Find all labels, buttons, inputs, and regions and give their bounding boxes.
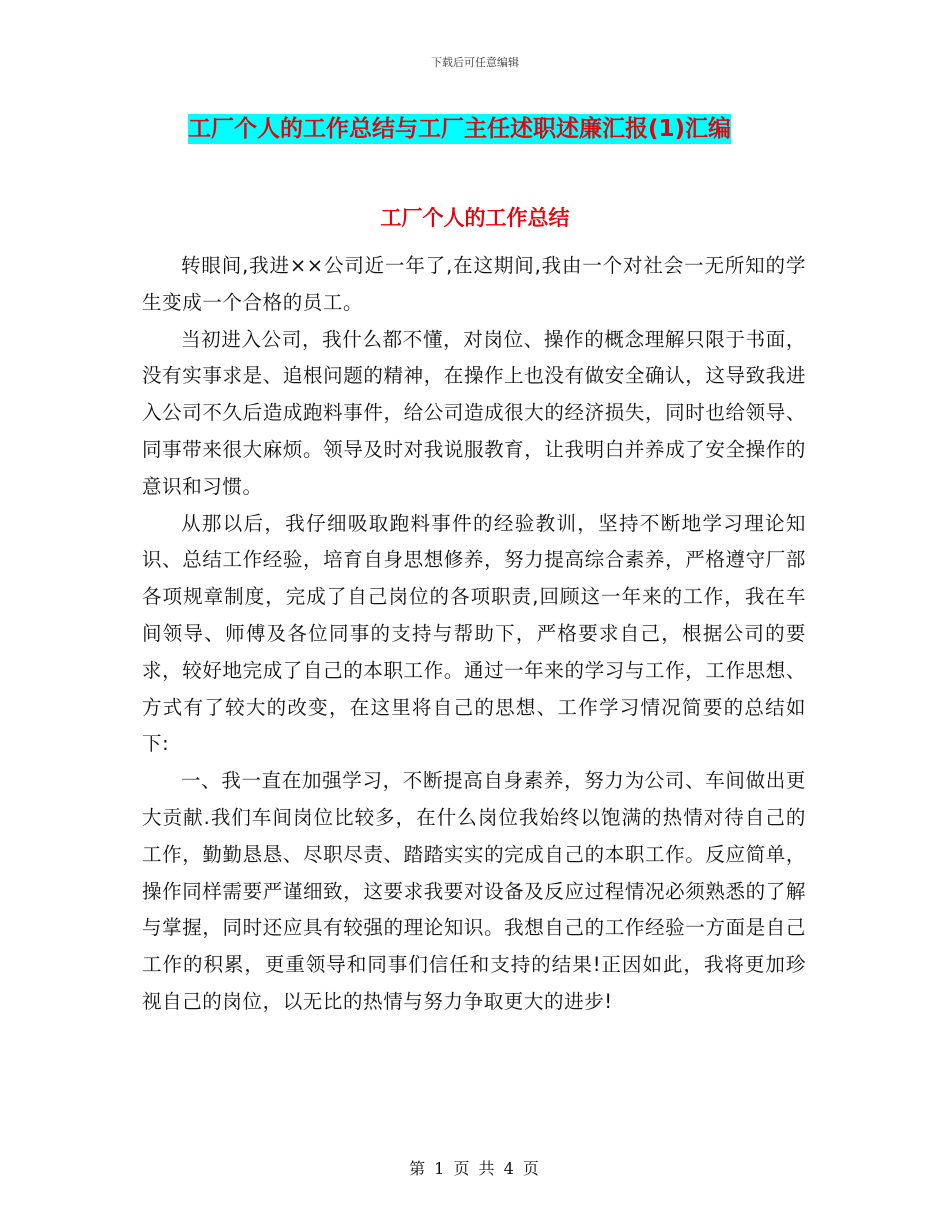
paragraph: 转眼间,我进××公司近一年了,在这期间,我由一个对社会一无所知的学生变成一个合格的员工。	[142, 254, 806, 314]
page-number-footer: 第 1 页 共 4 页	[409, 1159, 541, 1178]
paragraph: 一、我一直在加强学习，不断提高自身素养，努力为公司、车间做出更大贡献.我们车间岗位比较多，在什么岗位我始终以饱满的热情对待自己的工作，勤勤恳恳、尽职尽责、踏踏实实的完成自己的本职工作。反应简单，操作同样需要严谨细致，这要求我要对设备及反应过程情况必须熟悉的了解与掌握，同时还应具有较强的理论知识。我想自己的工作经验一方面是自己工作的积累，更重领导和同事们信任和支持的结果!正因如此，我将更加珍视自己的岗位，以无比的热情与努力争取更大的进步!	[142, 769, 806, 1013]
paragraph: 当初进入公司，我什么都不懂，对岗位、操作的概念理解只限于书面，没有实事求是、追根问题的精神，在操作上也没有做安全确认，这导致我进入公司不久后造成跑料事件，给公司造成很大的经济损失，同时也给领导、同事带来很大麻烦。领导及时对我说服教育，让我明白并养成了安全操作的意识和习惯。	[142, 327, 806, 498]
document-title: 工厂个人的工作总结与工厂主任述职述廉汇报(1)汇编	[188, 116, 732, 142]
section-title: 工厂个人的工作总结	[380, 206, 570, 230]
paragraph: 从那以后，我仔细吸取跑料事件的经验教训，坚持不断地学习理论知识、总结工作经验，培育自身思想修养，努力提高综合素养，严格遵守厂部各项规章制度，完成了自己岗位的各项职责,回顾这一年来的工作，我在车间领导、师傅及各位同事的支持与帮助下，严格要求自己，根据公司的要求，较好地完成了自己的本职工作。通过一年来的学习与工作，工作思想、方式有了较大的改变，在这里将自己的思想、工作学习情况简要的总结如下:	[142, 511, 806, 756]
document-body	[142, 248, 806, 1021]
header-note: 下载后可任意编辑	[431, 56, 519, 69]
